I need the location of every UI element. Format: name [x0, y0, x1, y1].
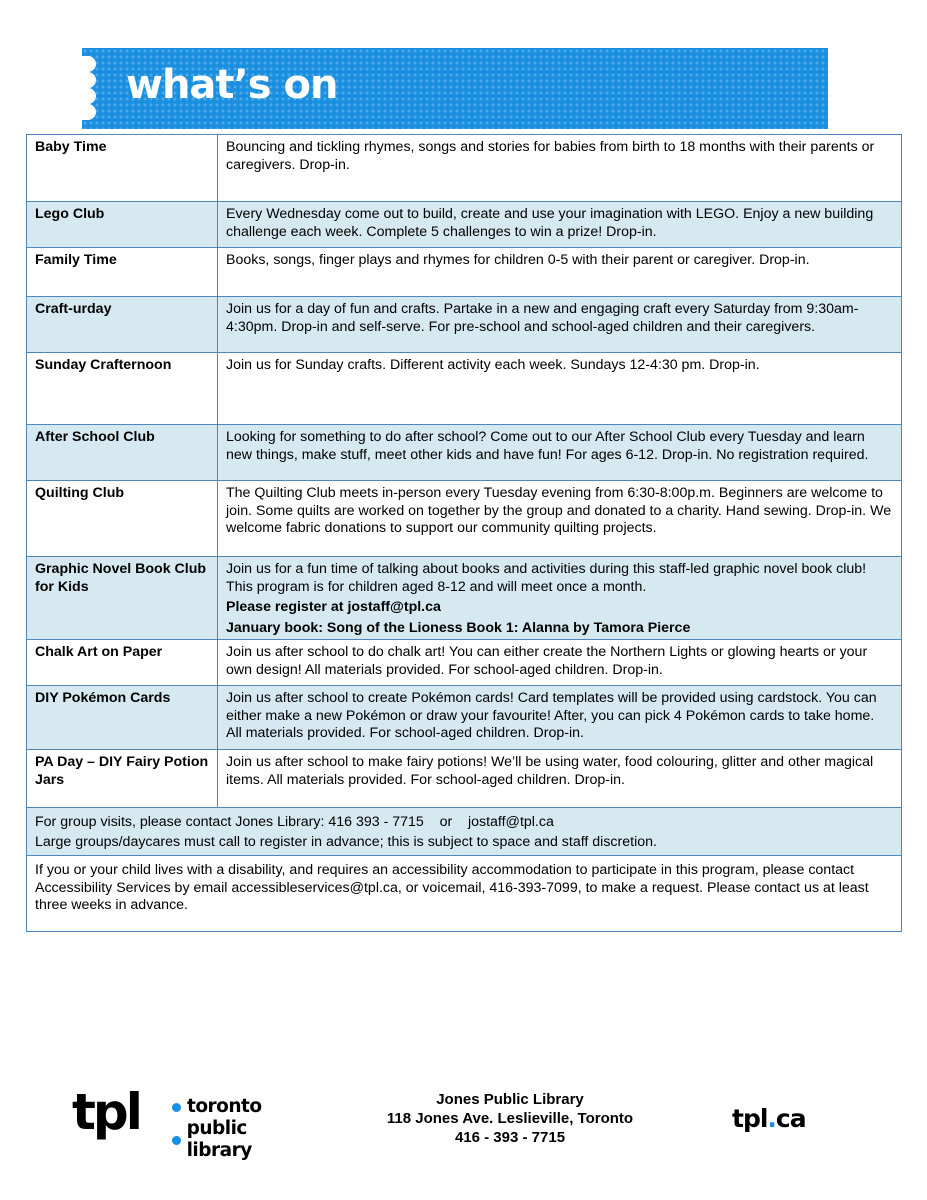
bracket-icon [82, 56, 96, 120]
group-visits-contact: For group visits, please contact Jones Library: 416 393 - 7715 or jostaff@tpl.ca [35, 814, 554, 830]
program-description: Join us after school to make fairy potions! We’ll be using water, food colouring, glitter and other magical items. All materials provided. For school-aged children. Drop-in. [218, 750, 902, 808]
branch-phone: 416 - 393 - 7715 [454, 1129, 566, 1146]
program-name: After School Club [27, 425, 218, 481]
table-row [27, 640, 902, 686]
logo-wordmark [172, 1096, 312, 1162]
url-right: ca [775, 1104, 806, 1133]
table-row [27, 135, 902, 202]
group-visits-cell [27, 808, 902, 856]
program-name: Chalk Art on Paper [27, 640, 218, 686]
program-name: Graphic Novel Book Club for Kids [27, 557, 218, 640]
table-row [27, 425, 902, 481]
program-description: Join us for Sunday crafts. Different activity each week. Sundays 12-4:30 pm. Drop-in. [218, 353, 902, 425]
page-title: what’s on [126, 62, 338, 108]
logo-line-1: toronto [187, 1096, 262, 1117]
table-row [27, 481, 902, 557]
table-row [27, 297, 902, 353]
program-description: The Quilting Club meets in-person every Tuesday evening from 6:30-8:00p.m. Beginners are welcome to join. Some quilts are worked on together by the group and donated to a charity. Hand sewing. Drop-in. We welcome fabric donations to support our community quilting projects. [218, 481, 902, 557]
tpl-logo [72, 1083, 312, 1161]
dot-icon [172, 1136, 181, 1145]
url-left: tpl [732, 1104, 768, 1133]
program-description-cell [218, 557, 902, 640]
program-description: Join us for a fun time of talking about books and activities during this staff-led graphic novel book club! This program is for children aged 8-12 and will meet once a month. [226, 561, 867, 595]
website-link[interactable] [732, 1104, 806, 1133]
branch-street: 118 Jones Ave. Leslieville, Toronto [386, 1110, 634, 1127]
program-name: Baby Time [27, 135, 218, 202]
program-name: Quilting Club [27, 481, 218, 557]
book-note: January book: Song of the Lioness Book 1: Alanna by Tamora Pierce [226, 619, 691, 636]
branch-name: Jones Public Library [436, 1091, 584, 1108]
table-row [27, 557, 902, 640]
program-table [26, 134, 902, 932]
table-row [27, 248, 902, 297]
program-name: Sunday Crafternoon [27, 353, 218, 425]
program-description: Join us after school to do chalk art! You can either create the Northern Lights or glowing hearts or your own design! All materials provided. For school-aged children. Drop-in. [218, 640, 902, 686]
program-description: Join us after school to create Pokémon cards! Card templates will be provided using cardstock. You can either make a new Pokémon or draw your favourite! After, you can pick 4 Pokémon cards to take home. All materials provided. For school-aged children. Drop-in. [218, 686, 902, 750]
table-row [27, 202, 902, 248]
accessibility-note: If you or your child lives with a disability, and requires an accessibility accommodation to participate in this program, please contact Accessibility Services by email accessibleservices@tpl.ca, or voicemail, 416-393-7099, to make a request. Please contact us at least three weeks in advance. [27, 856, 902, 932]
program-name: Lego Club [27, 202, 218, 248]
logo-line-2: public library [186, 1118, 252, 1161]
logo-mark: tpl [72, 1083, 140, 1141]
program-description: Join us for a day of fun and crafts. Partake in a new and engaging craft every Saturday from 9:30am-4:30pm. Drop-in and self-serve. For pre-school and school-aged children and their caregivers. [218, 297, 902, 353]
program-name: Craft-urday [27, 297, 218, 353]
table-row [27, 686, 902, 750]
program-description: Bouncing and tickling rhymes, songs and stories for babies from birth to 18 months with their parents or caregivers. Drop-in. [218, 135, 902, 202]
header-banner [82, 48, 828, 129]
table-row [27, 353, 902, 425]
program-name: PA Day – DIY Fairy Potion Jars [27, 750, 218, 808]
accessibility-row [27, 856, 902, 932]
program-name: DIY Pokémon Cards [27, 686, 218, 750]
group-visits-row [27, 808, 902, 856]
dot-icon [172, 1103, 181, 1112]
url-dot: . [767, 1104, 776, 1133]
program-name: Family Time [27, 248, 218, 297]
program-description: Every Wednesday come out to build, create and use your imagination with LEGO. Enjoy a new building challenge each week. Complete 5 challenges to win a prize! Drop-in. [218, 202, 902, 248]
table-row [27, 750, 902, 808]
program-description: Looking for something to do after school? Come out to our After School Club every Tuesday and learn new things, make stuff, meet other kids and have fun! For ages 6-12. Drop-in. No registration required. [218, 425, 902, 481]
group-visits-note: Large groups/daycares must call to register in advance; this is subject to space and staff discretion. [35, 833, 657, 850]
program-description: Books, songs, finger plays and rhymes for children 0-5 with their parent or caregiver. Drop-in. [218, 248, 902, 297]
branch-address [340, 1090, 680, 1147]
register-note: Please register at jostaff@tpl.ca [226, 599, 441, 615]
